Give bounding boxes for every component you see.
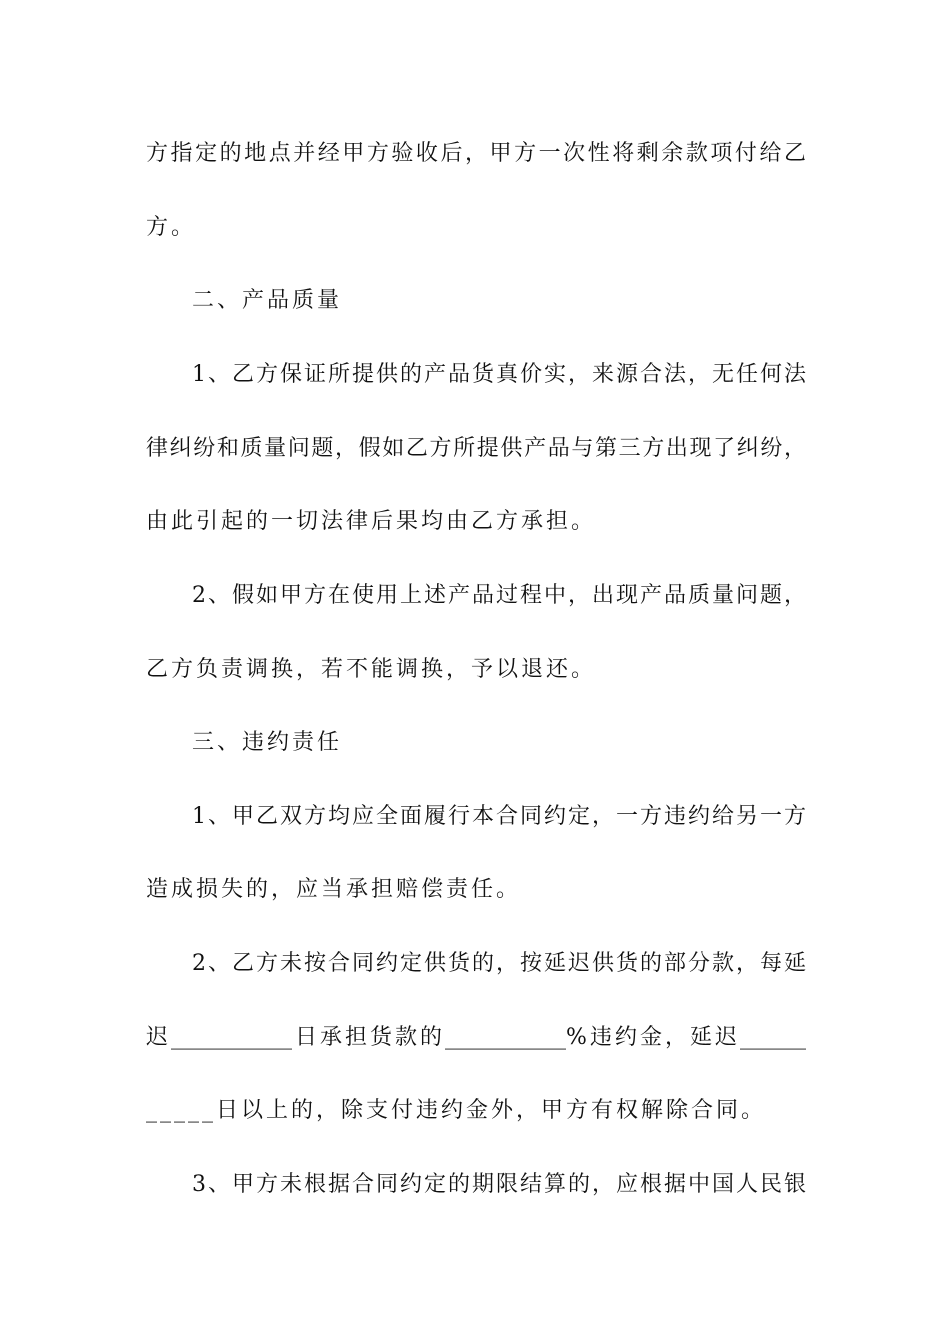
paragraph-line: 方。 [146,215,197,240]
paragraph-line: 乙方负责调换，若不能调换，予以退还。 [146,657,597,682]
paragraph-line-with-blanks: _____日以上的，除支付违约金外，甲方有权解除合同。 [146,1098,767,1123]
paragraph-line: 造成损失的，应当承担赔偿责任。 [146,877,522,902]
paragraph-line: 方指定的地点并经甲方验收后，甲方一次性将剩余款项付给乙 [146,141,806,166]
paragraph-line: 3、甲方未根据合同约定的期限结算的，应根据中国人民银 [192,1172,806,1197]
paragraph-line: 1、乙方保证所提供的产品货真价实，来源合法，无任何法 [192,362,806,387]
paragraph-line: 由此引起的一切法律后果均由乙方承担。 [146,509,597,534]
paragraph-line: 1、甲乙双方均应全面履行本合同约定，一方违约给另一方 [192,804,806,829]
paragraph-line: 律纠纷和质量问题，假如乙方所提供产品与第三方出现了纠纷， [146,436,806,461]
paragraph-line: 2、乙方未按合同约定供货的，按延迟供货的部分款，每延 [192,951,806,976]
paragraph-line: 2、假如甲方在使用上述产品过程中，出现产品质量问题， [192,583,806,608]
section-heading-breach-liability: 三、违约责任 [192,730,343,755]
section-heading-product-quality: 二、产品质量 [192,288,343,313]
paragraph-line-with-blanks: 迟___________日承担货款的___________%违约金，延迟______ [146,1025,806,1050]
